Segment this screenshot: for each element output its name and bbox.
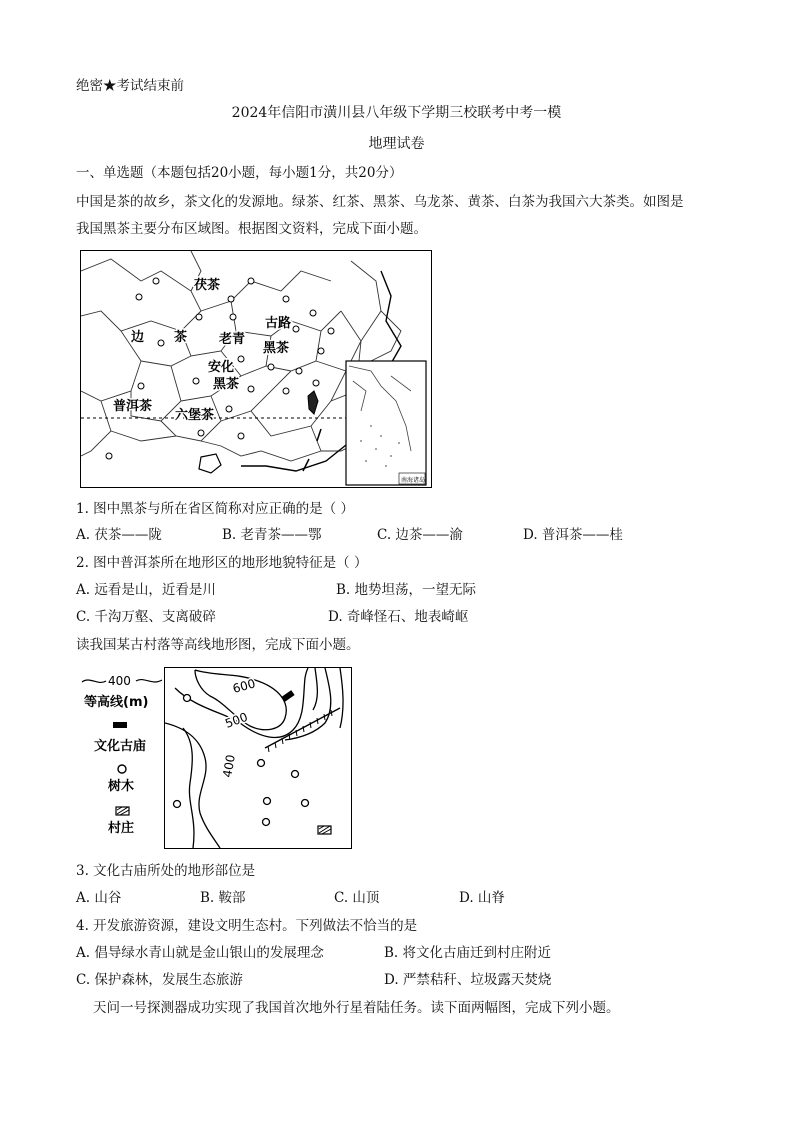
q4-option-a[interactable]: A. 倡导绿水青山就是金山银山的发展理念 [76,945,324,961]
q3-stem: 3. 文化古庙所处的地形部位是 [76,863,256,879]
legend-tree-label: 树木 [108,779,135,794]
section-heading: 一、单选题（本题包括20小题，每小题1分，共20分） [76,165,403,181]
contour-legend [80,666,170,846]
q3-option-d[interactable]: D. 山脊 [459,890,505,906]
confidential-mark: 绝密★考试结束前 [76,78,184,94]
q3-option-a[interactable]: A. 山谷 [76,890,122,906]
q2-option-a[interactable]: A. 远看是山，近看是川 [76,582,216,598]
contour-intro: 读我国某古村落等高线地形图，完成下面小题。 [76,637,360,653]
inset-label: 南海诸岛 [401,477,426,484]
contour-label-600: 600 [231,676,257,696]
legend-temple-label: 文化古庙 [94,739,147,754]
q2-option-b[interactable]: B. 地势坦荡，一望无际 [336,582,477,598]
black-tea-map-svg [81,251,431,487]
q1-option-c[interactable]: C. 边茶——渝 [377,527,463,543]
label-gulu: 古路 [265,316,292,331]
label-liubao: 六堡茶 [175,408,215,423]
q2-stem: 2. 图中普洱茶所在地形区的地形地貌特征是（ ） [76,555,368,571]
legend-svg [80,666,170,846]
exam-subtitle: 地理试卷 [368,136,425,152]
q2-option-d[interactable]: D. 奇峰怪石、地表崎岖 [328,609,469,625]
contour-label-500: 500 [223,709,250,731]
q4-option-c[interactable]: C. 保护森林，发展生态旅游 [76,972,243,988]
q2-option-c[interactable]: C. 千沟万壑、支离破碎 [76,609,216,625]
exam-title: 2024年信阳市潢川县八年级下学期三校联考中考一模 [231,105,562,121]
next-section-intro: 天问一号探测器成功实现了我国首次地外行星着陆任务。读下面两幅图，完成下列小题。 [93,1000,620,1016]
label-cha: 茶 [174,330,188,345]
q1-option-d[interactable]: D. 普洱茶——桂 [523,527,623,543]
q1-stem: 1. 图中黑茶与所在省区简称对应正确的是（ ） [76,501,354,517]
legend-contour-label: 等高线(m) [84,695,149,710]
label-laoqing: 老青 [219,332,246,347]
contour-label-400: 400 [220,753,238,779]
label-heicha-1: 黑茶 [263,341,290,356]
q4-option-d[interactable]: D. 严禁秸秆、垃圾露天焚烧 [384,972,552,988]
label-heicha-2: 黑茶 [213,377,240,392]
legend-village-label: 村庄 [108,821,135,836]
q4-stem: 4. 开发旅游资源，建设文明生态村。下列做法不恰当的是 [76,918,418,934]
south-china-sea-inset [346,361,426,485]
legend-contour-value: 400 [108,674,131,688]
label-bian: 边 [131,330,145,345]
village-on-map [318,826,331,834]
black-tea-map [80,250,432,488]
q1-option-b[interactable]: B. 老青茶——鄂 [222,527,322,543]
temple-symbol [113,722,127,728]
contour-map [164,667,352,849]
q1-option-a[interactable]: A. 茯茶——陇 [76,527,162,543]
intro-line-2: 我国黑茶主要分布区域图。根据图文资料，完成下面小题。 [76,221,427,237]
q3-option-b[interactable]: B. 鞍部 [200,890,246,906]
label-anhua: 安化 [208,360,235,375]
tree-symbol [118,765,126,773]
intro-line-1: 中国是茶的故乡，茶文化的发源地。绿茶、红茶、黑茶、乌龙茶、黄茶、白茶为我国六大茶类。如图是 [76,194,684,210]
q3-option-c[interactable]: C. 山顶 [334,890,380,906]
contour-map-svg [165,668,351,848]
q4-option-b[interactable]: B. 将文化古庙迁到村庄附近 [384,945,552,961]
label-puer: 普洱茶 [113,399,153,414]
label-fucha: 茯茶 [194,278,221,293]
